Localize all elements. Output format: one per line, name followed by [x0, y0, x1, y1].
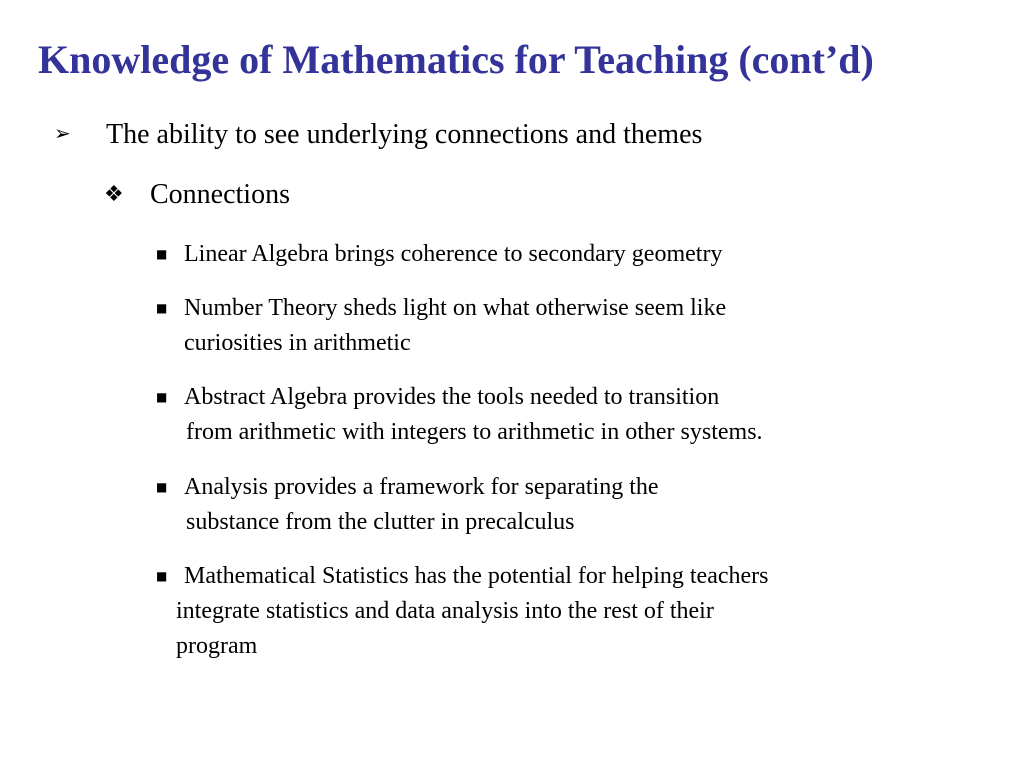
list-item-text: Mathematical Statistics has the potential for helping teachers [184, 563, 769, 589]
list-item-text: Linear Algebra brings coherence to secondary geometry [184, 241, 723, 267]
bullet-level1 [54, 113, 702, 155]
list-item-continuation: integrate statistics and data analysis into the rest of their [176, 598, 714, 624]
list-item-text: Abstract Algebra provides the tools needed to transition [184, 384, 720, 410]
list-item-continuation: from arithmetic with integers to arithmetic in other systems. [186, 419, 763, 445]
square-bullet-icon: ■ [156, 301, 168, 315]
bullet-level2 [104, 175, 290, 215]
square-bullet-icon: ■ [156, 569, 168, 583]
square-bullet-icon: ■ [156, 247, 168, 261]
list-item [156, 559, 768, 664]
list-item-continuation: curiosities in arithmetic [184, 330, 411, 356]
bullet-level1-text: The ability to see underlying connections and themes [106, 119, 703, 150]
list-item-continuation: program [176, 633, 258, 659]
square-bullet-icon: ■ [156, 480, 168, 494]
list-item [156, 237, 722, 272]
list-item-continuation: substance from the clutter in precalculus [186, 509, 575, 535]
list-item [156, 380, 763, 450]
bullet-level2-text: Connections [150, 179, 290, 210]
arrow-bullet-icon: ➢ [54, 121, 71, 145]
list-item [156, 470, 659, 540]
square-bullet-icon: ■ [156, 390, 168, 404]
diamond-bullet-icon: ❖ [104, 182, 124, 207]
list-item-text: Analysis provides a framework for separating the [184, 474, 659, 500]
slide-title: Knowledge of Mathematics for Teaching (cont’d) [38, 37, 874, 82]
list-item [156, 291, 726, 361]
list-item-text: Number Theory sheds light on what otherwise seem like [184, 295, 727, 321]
